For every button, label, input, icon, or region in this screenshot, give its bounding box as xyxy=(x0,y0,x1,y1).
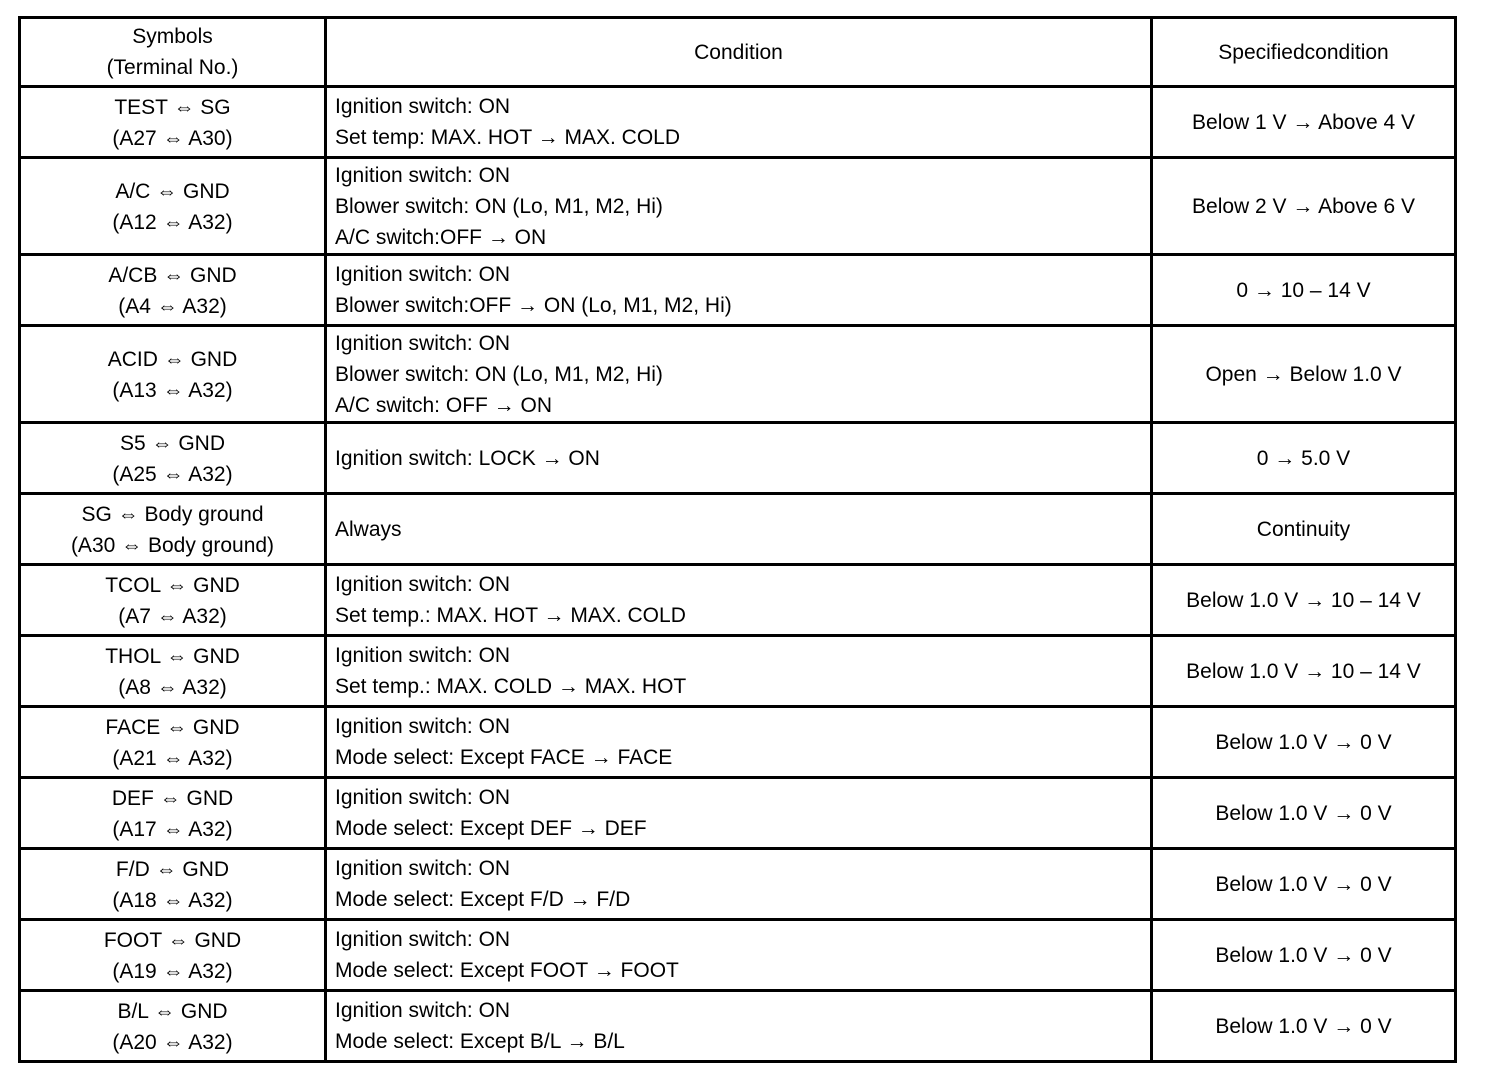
condition-cell xyxy=(326,494,1152,565)
condition-line: Ignition switch: ON xyxy=(335,163,511,187)
condition-line: Ignition switch: LOCK → ON xyxy=(335,446,600,470)
table-row xyxy=(20,255,1456,326)
terminal-number: (A21 ⇔ A32) xyxy=(112,747,233,770)
specified-condition-cell: Below 1.0 V → 0 V xyxy=(1152,707,1456,778)
symbol-name: F/D ⇔ GND xyxy=(115,858,230,881)
header-symbols-line1: Symbols xyxy=(132,25,213,48)
header-condition: Condition xyxy=(326,18,1152,87)
header-specified-condition: Specifiedcondition xyxy=(1152,18,1456,87)
specified-condition-cell: Below 1.0 V → 10 – 14 V xyxy=(1152,636,1456,707)
condition-line: Set temp.: MAX. COLD → MAX. HOT xyxy=(335,675,687,698)
symbol-cell xyxy=(20,494,326,565)
table-row xyxy=(20,707,1456,778)
table-row xyxy=(20,87,1456,158)
symbol-cell xyxy=(20,707,326,778)
symbol-cell xyxy=(20,991,326,1062)
terminal-number: (A7 ⇔ A32) xyxy=(118,605,227,628)
symbol-name: DEF ⇔ GND xyxy=(111,787,234,810)
condition-cell xyxy=(326,636,1152,707)
symbol-name: FOOT ⇔ GND xyxy=(103,929,242,952)
symbol-cell xyxy=(20,255,326,326)
symbol-name: B/L ⇔ GND xyxy=(117,1000,228,1023)
condition-line: Blower switch:OFF → ON (Lo, M1, M2, Hi) xyxy=(335,294,732,317)
header-symbols xyxy=(20,18,326,87)
condition-line: Ignition switch: ON xyxy=(335,644,511,667)
table-row xyxy=(20,423,1456,494)
terminal-number: (A17 ⇔ A32) xyxy=(112,818,233,841)
terminal-number: (A12 ⇔ A32) xyxy=(112,211,233,234)
condition-line: A/C switch: OFF → ON xyxy=(335,393,553,417)
header-symbols-line2: (Terminal No.) xyxy=(106,56,239,79)
symbol-name: A/CB ⇔ GND xyxy=(108,264,237,287)
symbol-cell xyxy=(20,636,326,707)
table-row xyxy=(20,565,1456,636)
condition-cell xyxy=(326,158,1152,255)
specified-condition-cell: Below 2 V → Above 6 V xyxy=(1152,158,1456,255)
table-row xyxy=(20,636,1456,707)
terminal-number: (A27 ⇔ A30) xyxy=(112,127,233,150)
condition-line: Mode select: Except FOOT → FOOT xyxy=(335,959,679,982)
terminal-number: (A20 ⇔ A32) xyxy=(112,1031,233,1054)
symbol-cell xyxy=(20,849,326,920)
condition-line: Ignition switch: ON xyxy=(335,928,511,951)
terminal-number: (A19 ⇔ A32) xyxy=(112,960,233,983)
table-row xyxy=(20,494,1456,565)
condition-cell xyxy=(326,920,1152,991)
symbol-cell xyxy=(20,326,326,423)
condition-line: Set temp: MAX. HOT → MAX. COLD xyxy=(335,126,681,149)
symbol-cell xyxy=(20,565,326,636)
condition-cell xyxy=(326,849,1152,920)
condition-line: Ignition switch: ON xyxy=(335,999,511,1022)
condition-cell xyxy=(326,87,1152,158)
condition-line: Mode select: Except DEF → DEF xyxy=(335,817,647,840)
terminal-number: (A30 ⇔ Body ground) xyxy=(70,534,275,557)
condition-line: Mode select: Except B/L → B/L xyxy=(335,1030,625,1053)
table-row xyxy=(20,158,1456,255)
terminal-number: (A8 ⇔ A32) xyxy=(118,676,227,699)
specified-condition-cell: Below 1 V → Above 4 V xyxy=(1152,87,1456,158)
symbol-name: THOL ⇔ GND xyxy=(105,645,240,668)
condition-line: Ignition switch: ON xyxy=(335,331,511,355)
specified-condition-cell: Below 1.0 V → 0 V xyxy=(1152,849,1456,920)
condition-line: Ignition switch: ON xyxy=(335,786,511,809)
condition-cell xyxy=(326,255,1152,326)
condition-line: Ignition switch: ON xyxy=(335,715,511,738)
condition-cell xyxy=(326,565,1152,636)
table-row xyxy=(20,326,1456,423)
specified-condition-cell: 0 → 10 – 14 V xyxy=(1152,255,1456,326)
condition-line: Ignition switch: ON xyxy=(335,857,511,880)
terminal-number: (A13 ⇔ A32) xyxy=(112,379,233,402)
terminal-inspection-table xyxy=(18,16,1457,1063)
specified-condition-cell: Continuity xyxy=(1152,494,1456,565)
header-row xyxy=(20,18,1456,87)
symbol-name: SG ⇔ Body ground xyxy=(81,503,264,526)
specified-condition-cell: Open → Below 1.0 V xyxy=(1152,326,1456,423)
symbol-name: A/C ⇔ GND xyxy=(115,180,230,203)
symbol-name: S5 ⇔ GND xyxy=(119,432,226,455)
condition-cell xyxy=(326,326,1152,423)
table-row xyxy=(20,991,1456,1062)
table-row xyxy=(20,920,1456,991)
specified-condition-cell: Below 1.0 V → 0 V xyxy=(1152,778,1456,849)
condition-line: Blower switch: ON (Lo, M1, M2, Hi) xyxy=(335,362,663,386)
symbol-name: TEST ⇔ SG xyxy=(114,96,231,119)
symbol-cell xyxy=(20,423,326,494)
condition-line: Always xyxy=(335,517,402,541)
condition-cell xyxy=(326,707,1152,778)
symbol-cell xyxy=(20,778,326,849)
terminal-inspection-table-container xyxy=(18,16,1454,1063)
condition-cell xyxy=(326,778,1152,849)
symbol-name: ACID ⇔ GND xyxy=(107,348,238,371)
condition-line: Mode select: Except F/D → F/D xyxy=(335,888,631,911)
symbol-name: TCOL ⇔ GND xyxy=(105,574,240,597)
condition-line: A/C switch:OFF → ON xyxy=(335,225,547,249)
table-row xyxy=(20,778,1456,849)
symbol-name: FACE ⇔ GND xyxy=(105,716,240,739)
condition-line: Mode select: Except FACE → FACE xyxy=(335,746,673,769)
terminal-number: (A25 ⇔ A32) xyxy=(112,463,233,486)
specified-condition-cell: 0 → 5.0 V xyxy=(1152,423,1456,494)
specified-condition-cell: Below 1.0 V → 10 – 14 V xyxy=(1152,565,1456,636)
symbol-cell xyxy=(20,158,326,255)
specified-condition-cell: Below 1.0 V → 0 V xyxy=(1152,991,1456,1062)
terminal-number: (A18 ⇔ A32) xyxy=(112,889,233,912)
condition-line: Ignition switch: ON xyxy=(335,95,511,118)
symbol-cell xyxy=(20,87,326,158)
symbol-cell xyxy=(20,920,326,991)
condition-line: Blower switch: ON (Lo, M1, M2, Hi) xyxy=(335,194,663,218)
terminal-number: (A4 ⇔ A32) xyxy=(118,295,227,318)
condition-cell xyxy=(326,991,1152,1062)
table-row xyxy=(20,849,1456,920)
condition-line: Set temp.: MAX. HOT → MAX. COLD xyxy=(335,604,686,627)
table-body xyxy=(20,87,1456,1062)
condition-line: Ignition switch: ON xyxy=(335,573,511,596)
specified-condition-cell: Below 1.0 V → 0 V xyxy=(1152,920,1456,991)
condition-cell xyxy=(326,423,1152,494)
condition-line: Ignition switch: ON xyxy=(335,263,511,286)
